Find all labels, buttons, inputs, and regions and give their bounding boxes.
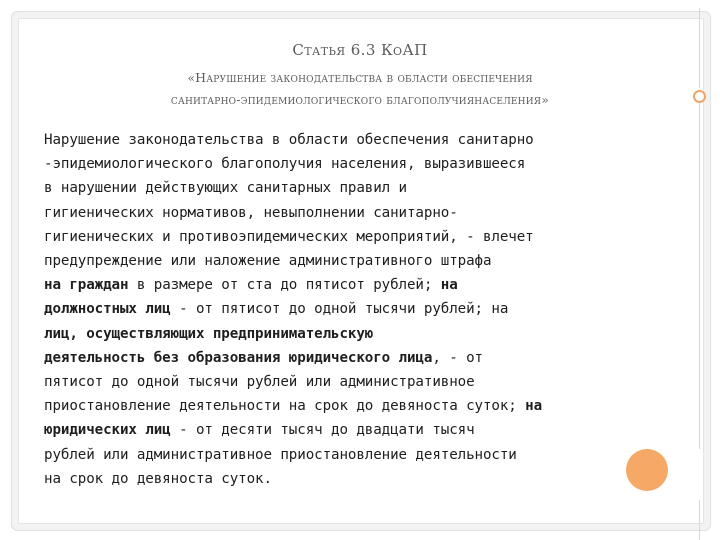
body-line: рублей или административное приостановление деятельности [44, 446, 517, 463]
slide-title [40, 36, 680, 111]
bold-term-citizens: на граждан [44, 277, 129, 294]
bold-term: на [525, 398, 543, 415]
body-line: на срок до девяноста суток. [44, 470, 272, 487]
bold-term: на [440, 277, 458, 294]
article-body [44, 128, 684, 491]
body-fragment: , - от [432, 349, 483, 366]
bold-term-officials: должностных лиц [44, 301, 171, 318]
body-fragment: приостановление деятельности на срок до девяноста суток; [44, 398, 526, 415]
title-line-1: Статья 6.3 КоАП [292, 41, 428, 59]
body-line: -эпидемиологического благополучия населения, выразившееся [44, 156, 526, 173]
body-line [44, 346, 684, 370]
title-line-2: «Нарушение законодательства в области обеспечения [187, 70, 533, 85]
decorative-rail [689, 0, 711, 540]
body-line [44, 322, 684, 346]
body-line [44, 418, 684, 442]
rail-line-bottom [699, 500, 700, 540]
rail-line-middle [699, 103, 700, 449]
body-line [44, 273, 684, 297]
body-line: гигиенических и противоэпидемических мероприятий, - влечет [44, 228, 534, 245]
bold-term-legal-entities: юридических лиц [44, 422, 171, 439]
body-line [44, 297, 684, 321]
bold-term-entrepreneurs: лиц, осуществляющих предпринимательскую [44, 325, 374, 342]
body-line: Нарушение законодательства в области обеспечения санитарно [44, 132, 534, 148]
rail-dot [693, 90, 706, 103]
body-line: предупреждение или наложение административного штрафа [44, 253, 492, 270]
body-line: в нарушении действующих санитарных правил и [44, 180, 407, 197]
body-fragment: в размере от ста до пятисот рублей; [128, 277, 441, 294]
body-line: гигиенических нормативов, невыполнении санитарно- [44, 204, 458, 221]
body-fragment: - от десяти тысяч до двадцати тысяч [170, 422, 475, 439]
body-line [44, 394, 684, 418]
body-fragment: - от пятисот до одной тысячи рублей; на [170, 301, 509, 318]
bold-term-entrepreneurs-cont: деятельность без образования юридического лица [44, 349, 433, 366]
body-line: пятисот до одной тысячи рублей или административное [44, 374, 475, 391]
rail-line-top [699, 8, 700, 88]
title-line-3: санитарно-эпидемиологического благополучиянаселения» [170, 92, 550, 107]
